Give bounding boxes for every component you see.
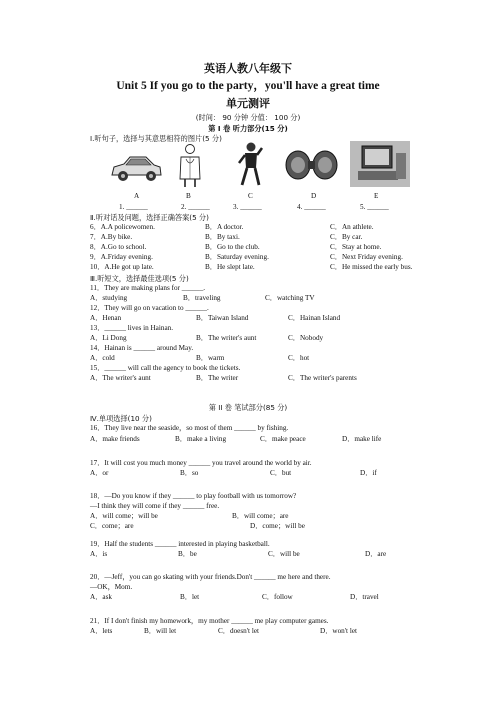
q7-b: B．By taxi. bbox=[205, 233, 240, 241]
q11-opt-a: A．studying bbox=[90, 294, 128, 302]
q20-opt-c: C．follow bbox=[262, 593, 293, 601]
section3-heading: Ⅲ.听短文，选择最佳选项(5 分) bbox=[90, 274, 189, 283]
doctor-picture bbox=[176, 143, 204, 189]
part1-heading: 第 I 卷 听力部分(15 分) bbox=[208, 124, 288, 133]
q8-b: B．Go to the club. bbox=[205, 243, 260, 251]
title-unit: Unit 5 If you go to the party，you'll have a great time bbox=[116, 80, 380, 92]
q16-opt-b: B．make a living bbox=[175, 435, 227, 443]
q10-b: B．He slept late. bbox=[205, 263, 255, 271]
q6-b: B．A doctor. bbox=[205, 223, 244, 231]
pic-label-e: E bbox=[374, 192, 379, 200]
meta-info: (时间： 90 分钟 分值： 100 分) bbox=[195, 113, 301, 122]
q12-opt-b: B．Taiwan Island bbox=[196, 314, 249, 322]
q6-a: 6．A.A policewomen. bbox=[90, 223, 155, 231]
computer-picture bbox=[350, 141, 410, 187]
q18-line1: 18．—Do you know if they ______ to play football with us tomorrow? bbox=[90, 492, 297, 500]
q16-opt-a: A．make friends bbox=[90, 435, 140, 443]
q16: 16．They live near the seaside，so most of them ______ by fishing. bbox=[90, 424, 289, 432]
q19-opt-c: C．will be bbox=[268, 550, 300, 558]
answer-blank-4[interactable]: 4. ______ bbox=[297, 203, 326, 211]
q13-opt-a: A．Li Dong bbox=[90, 334, 127, 342]
pic-label-b: B bbox=[186, 192, 191, 200]
q8-a: 8．A.Go to school. bbox=[90, 243, 147, 251]
q12: 12．They will go on vacation to ______. bbox=[90, 304, 209, 312]
q11-opt-c: C．watching TV bbox=[265, 294, 315, 302]
q21-opt-b: B．will let bbox=[144, 627, 177, 635]
q12-opt-c: C．Hainan Island bbox=[288, 314, 341, 322]
q7-c: C．By car. bbox=[330, 233, 363, 241]
q9-c: C．Next Friday evening. bbox=[330, 253, 403, 261]
q20-line1: 20．—Jeff，you can go skating with your friends.Don't ______ me here and there. bbox=[90, 573, 331, 581]
q20-opt-d: D．travel bbox=[350, 593, 379, 601]
q7-a: 7．A.By bike. bbox=[90, 233, 133, 241]
q13-opt-b: B．The writer's aunt bbox=[196, 334, 257, 342]
q21-opt-a: A．lets bbox=[90, 627, 113, 635]
q13-opt-c: C．Nobody bbox=[288, 334, 324, 342]
q15-opt-a: A．The writer's aunt bbox=[90, 374, 151, 382]
answer-blank-3[interactable]: 3. ______ bbox=[233, 203, 262, 211]
q9-b: B．Saturday evening. bbox=[205, 253, 269, 261]
q10-a: 10．A.He got up late. bbox=[90, 263, 154, 271]
answer-blank-1[interactable]: 1. ______ bbox=[119, 203, 148, 211]
car-picture bbox=[108, 147, 164, 189]
pic-label-c: C bbox=[248, 192, 253, 200]
q18-opt-c: C．come；are bbox=[90, 522, 134, 530]
athlete-picture bbox=[234, 140, 266, 190]
q14: 14．Hainan is ______ around May. bbox=[90, 344, 194, 352]
pic-label-a: A bbox=[134, 192, 140, 200]
q17-opt-b: B．so bbox=[180, 469, 199, 477]
q14-opt-a: A．cold bbox=[90, 354, 115, 362]
section1-heading: Ⅰ.听句子，选择与其意思相符的图片(5 分) bbox=[90, 134, 222, 143]
q18-line2: —I think they will come if they ______ free. bbox=[90, 502, 220, 510]
q19-opt-b: B．be bbox=[178, 550, 197, 558]
q8-c: C．Stay at home. bbox=[330, 243, 382, 251]
section2-heading: Ⅱ.听对话及问题，选择正确答案(5 分) bbox=[90, 213, 209, 222]
q20-opt-a: A．ask bbox=[90, 593, 112, 601]
q10-c: C．He missed the early bus. bbox=[330, 263, 413, 271]
q18-opt-a: A．will come；will be bbox=[90, 512, 158, 520]
q12-opt-a: A．Henan bbox=[90, 314, 122, 322]
q20-opt-b: B．let bbox=[180, 593, 200, 601]
q14-opt-b: B．warm bbox=[196, 354, 225, 362]
q15-opt-b: B．The writer bbox=[196, 374, 239, 382]
q14-opt-c: C．hot bbox=[288, 354, 310, 362]
answer-blank-5[interactable]: 5. ______ bbox=[360, 203, 389, 211]
q17: 17．It will cost you much money ______ you travel around the world by air. bbox=[90, 459, 312, 467]
q18-opt-d: D．come；will be bbox=[250, 522, 305, 530]
title-test: 单元测评 bbox=[226, 97, 270, 110]
q19: 19．Half the students ______ interested in playing basketball. bbox=[90, 540, 270, 548]
section4-heading: Ⅳ.单项选择(10 分) bbox=[90, 414, 152, 423]
part2-heading: 第 II 卷 笔试部分(85 分) bbox=[208, 403, 288, 412]
q15-opt-c: C．The writer's parents bbox=[288, 374, 357, 382]
q21-opt-c: C．doesn't let bbox=[218, 627, 260, 635]
q21-opt-d: D．won't let bbox=[320, 627, 358, 635]
q11: 11．They are making plans for ______. bbox=[90, 284, 206, 292]
q21: 21．If I don't finish my homework，my mother ______ me play computer games. bbox=[90, 617, 329, 625]
answer-blank-2[interactable]: 2. ______ bbox=[181, 203, 210, 211]
q9-a: 9．A.Friday evening. bbox=[90, 253, 153, 261]
q18-opt-b: B．will come；are bbox=[232, 512, 289, 520]
q16-opt-d: D．make life bbox=[342, 435, 382, 443]
q11-opt-b: B．traveling bbox=[183, 294, 221, 302]
q19-opt-a: A．is bbox=[90, 550, 108, 558]
q16-opt-c: C．make peace bbox=[260, 435, 306, 443]
q19-opt-d: D．are bbox=[365, 550, 387, 558]
taxi-lights-picture bbox=[283, 145, 341, 185]
q17-opt-d: D．if bbox=[360, 469, 377, 477]
q13: 13．______ lives in Hainan. bbox=[90, 324, 174, 332]
q20-line2: —OK，Mom. bbox=[90, 583, 133, 591]
q17-opt-c: C．but bbox=[270, 469, 292, 477]
q6-c: C．An athlete. bbox=[330, 223, 374, 231]
q15: 15．______ will call the agency to book the tickets. bbox=[90, 364, 241, 372]
q17-opt-a: A．or bbox=[90, 469, 109, 477]
title-cn: 英语人教八年级下 bbox=[204, 62, 292, 75]
pic-label-d: D bbox=[311, 192, 317, 200]
